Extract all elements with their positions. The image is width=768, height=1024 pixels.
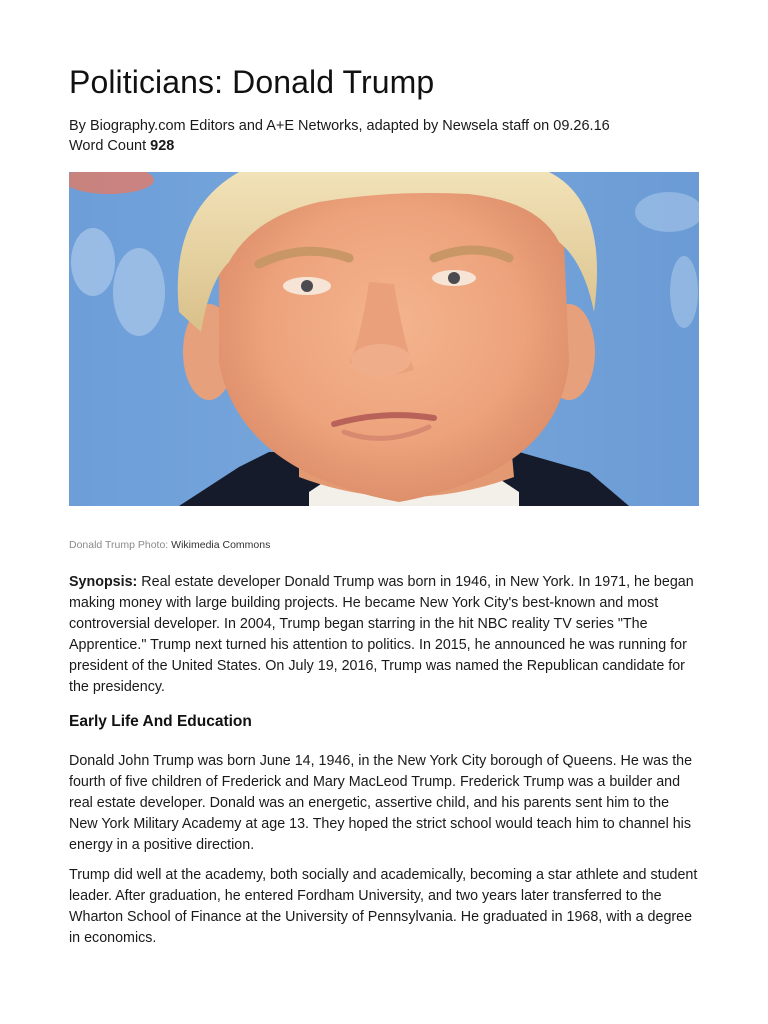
word-count-value: 928 — [150, 138, 175, 154]
body-paragraph: Trump did well at the academy, both socially and academically, becoming a star athlete and student leader. After graduation, he entered Fordham University, and two years later transferred to the Wharton School of Finance at the University of Pennsylvania. He graduated in 1968, with a degree in economics. — [69, 867, 698, 946]
body-paragraph: Donald John Trump was born June 14, 1946, in the New York City borough of Queens. He was the fourth of five children of Frederick and Mary MacLeod Trump. Frederick Trump was a builder and real estate developer. Donald was an energetic, assertive child, and his parents sent him to the New York Military Academy at age 13. They hoped the strict school would teach him to channel his energy in a positive direction. — [69, 753, 693, 853]
synopsis-text: Real estate developer Donald Trump was born in 1946, in New York. In 1971, he began making money with large building projects. He became New York City's best-known and most controversial developer. In 2004, Trump began starring in the hit NBC reality TV series "The Apprentice." Trump next turned his attention to politics. In 2015, he announced he was running for president of the United States. On July 19, 2016, Trump was named the Republican candidate for the presidency. — [69, 574, 694, 695]
photo-caption — [69, 538, 270, 552]
photo-credit: Wikimedia Commons — [171, 539, 271, 551]
portrait-photo — [69, 172, 699, 506]
word-count — [69, 136, 174, 156]
section-heading: Early Life And Education — [69, 713, 252, 730]
photo-caption-label: Donald Trump Photo: — [69, 539, 169, 551]
synopsis-paragraph — [69, 572, 699, 698]
article-title: Politicians: Donald Trump — [69, 64, 435, 100]
portrait-photo-icon — [69, 172, 699, 506]
article-byline: By Biography.com Editors and A+E Networks, adapted by Newsela staff on 09.26.16 — [69, 118, 610, 134]
synopsis-label: Synopsis: — [69, 574, 138, 590]
word-count-label: Word Count — [69, 138, 147, 154]
